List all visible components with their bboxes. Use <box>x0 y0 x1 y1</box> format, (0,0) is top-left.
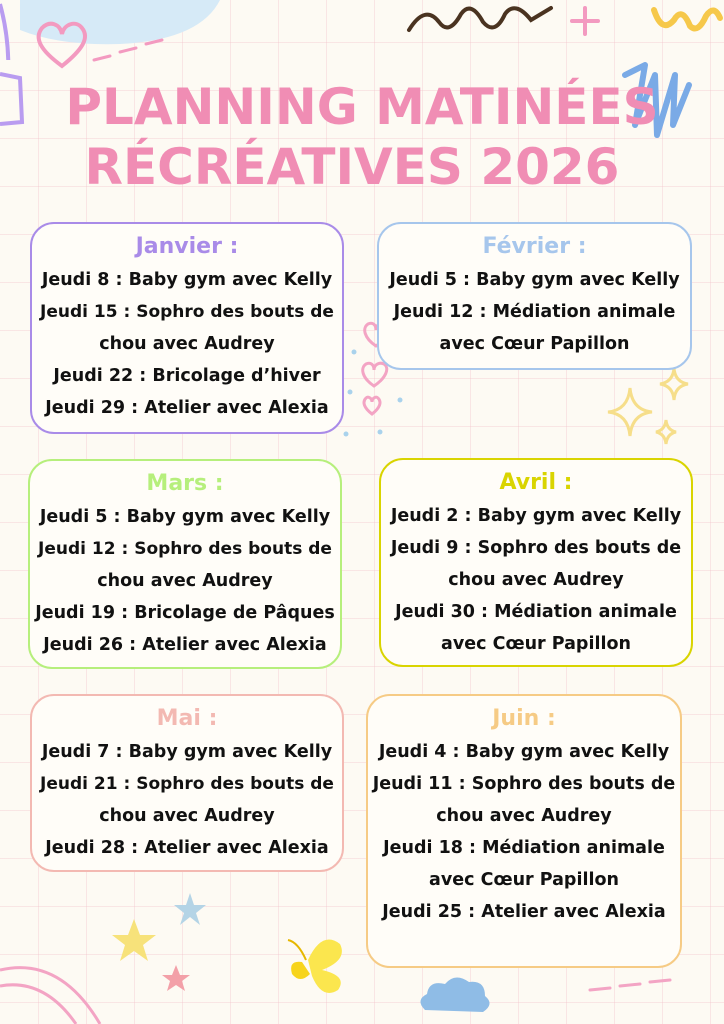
month-card-janvier <box>30 222 344 434</box>
pink-cross-icon <box>568 4 602 38</box>
schedule-line: chou avec Audrey <box>99 334 275 354</box>
schedule-line: Jeudi 21 : Sophro des bouts de <box>40 774 334 794</box>
page-title-line1: PLANNING MATINÉES <box>65 78 659 136</box>
schedule-line: Jeudi 30 : Médiation animale <box>395 602 677 622</box>
pink-curves-decoration <box>0 950 120 1024</box>
month-heading-mars: Mars : <box>146 471 224 496</box>
schedule-line: Jeudi 5 : Baby gym avec Kelly <box>389 270 680 290</box>
butterfly-icon <box>278 930 368 1000</box>
yellow-sparkles-decoration <box>604 364 704 454</box>
month-heading-juin: Juin : <box>492 706 556 731</box>
heart-doodle-icon <box>30 16 94 72</box>
schedule-line: Jeudi 19 : Bricolage de Pâques <box>35 603 335 623</box>
schedule-line: Jeudi 18 : Médiation animale <box>383 838 665 858</box>
schedule-line: avec Cœur Papillon <box>439 334 630 354</box>
schedule-line: Jeudi 28 : Atelier avec Alexia <box>45 838 329 858</box>
month-heading-fevrier: Février : <box>482 234 587 259</box>
schedule-line: chou avec Audrey <box>436 806 612 826</box>
month-heading-mai: Mai : <box>156 706 218 731</box>
schedule-line: Jeudi 22 : Bricolage d’hiver <box>53 366 321 386</box>
schedule-line: avec Cœur Papillon <box>429 870 619 890</box>
pink-dash-doodle <box>90 30 190 70</box>
schedule-line: chou avec Audrey <box>97 571 273 591</box>
schedule-line: Jeudi 9 : Sophro des bouts de <box>390 538 682 558</box>
brown-loop-doodle <box>405 0 555 40</box>
cloud-icon <box>415 970 495 1020</box>
schedule-line: Jeudi 4 : Baby gym avec Kelly <box>378 742 670 762</box>
schedule-line: Jeudi 29 : Atelier avec Alexia <box>45 398 329 418</box>
month-card-mai <box>30 694 344 872</box>
schedule-line: avec Cœur Papillon <box>441 634 631 654</box>
schedule-line: chou avec Audrey <box>448 570 624 590</box>
schedule-line: Jeudi 15 : Sophro des bouts de <box>40 302 334 322</box>
yellow-scribble-doodle <box>648 0 724 36</box>
schedule-line: Jeudi 5 : Baby gym avec Kelly <box>39 507 331 527</box>
schedule-line: Jeudi 26 : Atelier avec Alexia <box>43 635 327 655</box>
schedule-line: Jeudi 8 : Baby gym avec Kelly <box>41 270 333 290</box>
month-heading-avril: Avril : <box>499 470 573 495</box>
month-card-avril <box>379 458 693 667</box>
month-card-juin <box>366 694 682 968</box>
page-title-line2: RÉCRÉATIVES 2026 <box>84 138 620 196</box>
pink-dashes-decoration <box>580 960 700 1020</box>
schedule-line: Jeudi 7 : Baby gym avec Kelly <box>41 742 333 762</box>
month-heading-janvier: Janvier : <box>135 234 239 259</box>
schedule-line: Jeudi 12 : Sophro des bouts de <box>38 539 332 559</box>
month-card-mars <box>28 459 342 669</box>
schedule-line: Jeudi 2 : Baby gym avec Kelly <box>390 506 682 526</box>
month-card-fevrier <box>377 222 692 370</box>
schedule-line: Jeudi 11 : Sophro des bouts de <box>372 774 676 794</box>
schedule-line: chou avec Audrey <box>99 806 275 826</box>
stars-decoration <box>110 885 210 995</box>
schedule-line: Jeudi 25 : Atelier avec Alexia <box>382 902 666 922</box>
schedule-line: Jeudi 12 : Médiation animale <box>393 302 676 322</box>
